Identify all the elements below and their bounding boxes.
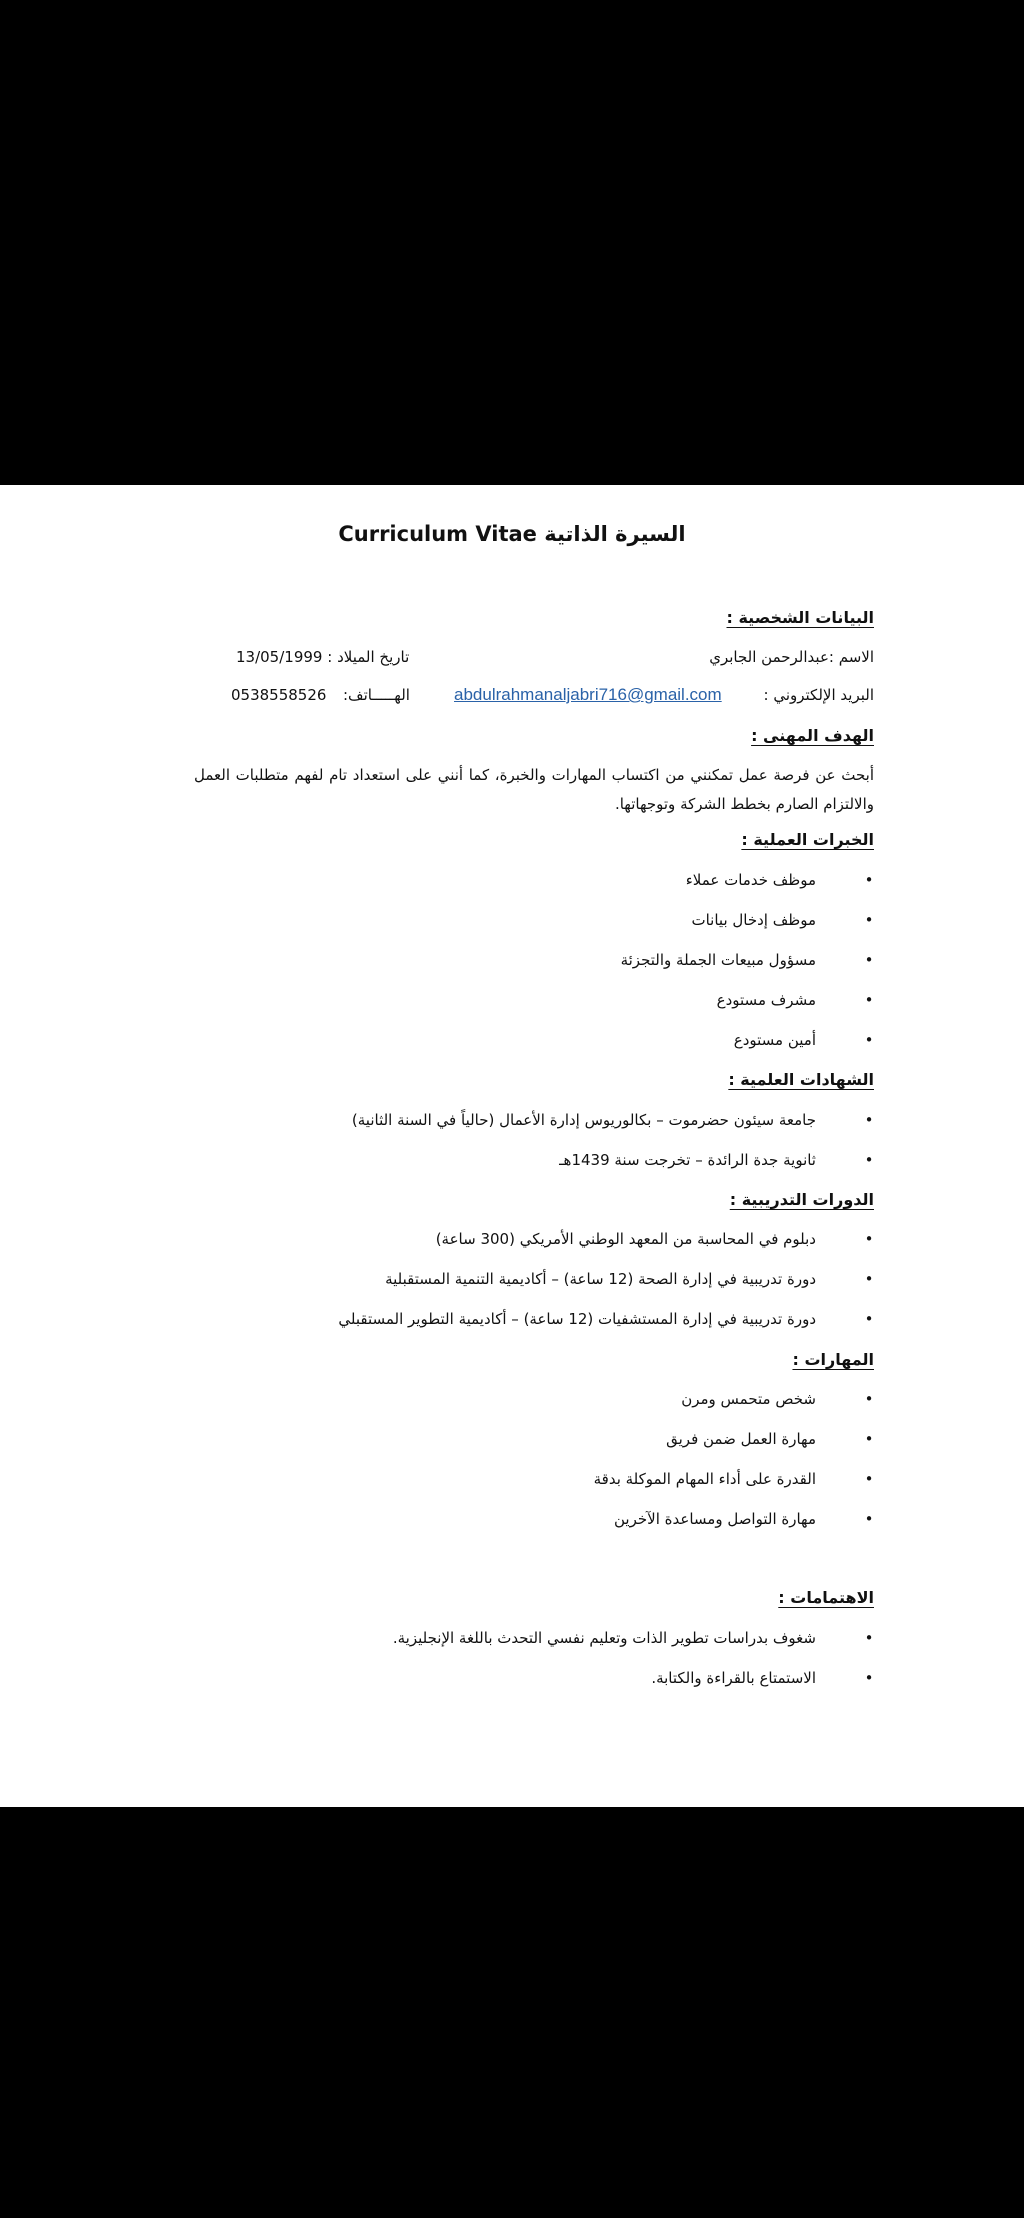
- bullet-icon: •: [864, 1111, 874, 1129]
- skill-item: [154, 1430, 874, 1452]
- course-item-text: دورة تدريبية في إدارة الصحة (12 ساعة) – أكاديمية التنمية المستقبلية: [385, 1270, 816, 1288]
- experience-item: [154, 871, 874, 893]
- birth-date-field: [236, 648, 409, 666]
- experience-item-text: موظف إدخال بيانات: [691, 911, 816, 929]
- education-heading: الشهادات العلمية :: [728, 1070, 874, 1089]
- skills-heading: المهارات :: [792, 1350, 874, 1369]
- personal-heading: البيانات الشخصية :: [726, 608, 874, 627]
- phone-value: 0538558526: [231, 686, 327, 704]
- bullet-icon: •: [864, 1230, 874, 1248]
- course-item-text: دورة تدريبية في إدارة المستشفيات (12 ساعة) – أكاديمية التطوير المستقبلي: [338, 1310, 816, 1328]
- interest-item: [154, 1669, 874, 1691]
- skill-item: [154, 1470, 874, 1492]
- skill-item: [154, 1390, 874, 1412]
- courses-heading: الدورات التدريبية :: [729, 1190, 874, 1209]
- interest-item-text: الاستمتاع بالقراءة والكتابة.: [651, 1669, 816, 1687]
- skill-item-text: القدرة على أداء المهام الموكلة بدقة: [593, 1470, 816, 1488]
- course-item-text: دبلوم في المحاسبة من المعهد الوطني الأمريكي (300 ساعة): [435, 1230, 816, 1248]
- experience-item-text: أمين مستودع: [733, 1031, 816, 1049]
- experience-item-text: مشرف مستودع: [716, 991, 816, 1009]
- skill-item: [154, 1510, 874, 1532]
- education-item-text: ثانوية جدة الرائدة – تخرجت سنة 1439هـ: [559, 1151, 816, 1169]
- education-item-text: جامعة سيئون حضرموت – بكالوريوس إدارة الأعمال (حالياً في السنة الثانية): [351, 1111, 816, 1129]
- objective-heading: الهدف المهنى :: [751, 726, 874, 745]
- experience-item-text: مسؤول مبيعات الجملة والتجزئة: [620, 951, 816, 969]
- cv-page: [0, 485, 1024, 1807]
- experience-item: [154, 1031, 874, 1053]
- document-title: السيرة الذاتية Curriculum Vitae: [338, 522, 686, 546]
- course-item: [154, 1270, 874, 1292]
- skill-item-text: مهارة العمل ضمن فريق: [666, 1430, 816, 1448]
- objective-text: أبحث عن فرصة عمل تمكنني من اكتساب المهارات والخبرة، كما أنني على استعداد تام لفهم متطلبات العمل والالتزام الصارم بخطط الشركة وتوجهاتها.: [194, 766, 874, 813]
- birth-date-label: تاريخ الميلاد :: [327, 648, 410, 666]
- email-link[interactable]: abdulrahmanaljabri716@gmail.com: [454, 685, 722, 704]
- bullet-icon: •: [864, 871, 874, 889]
- bullet-icon: •: [864, 1151, 874, 1169]
- experience-item-text: موظف خدمات عملاء: [685, 871, 816, 889]
- interests-heading: الاهتمامات :: [778, 1588, 874, 1607]
- bullet-icon: •: [864, 1629, 874, 1647]
- bullet-icon: •: [864, 1031, 874, 1049]
- education-item: [154, 1151, 874, 1173]
- experience-item: [154, 991, 874, 1013]
- interest-item: [154, 1629, 874, 1651]
- phone-label: الهـــــاتف:: [343, 686, 410, 704]
- bullet-icon: •: [864, 1510, 874, 1528]
- bullet-icon: •: [864, 1270, 874, 1288]
- education-item: [154, 1111, 874, 1133]
- bullet-icon: •: [864, 1310, 874, 1328]
- course-item: [154, 1230, 874, 1252]
- bullet-icon: •: [864, 951, 874, 969]
- skill-item-text: مهارة التواصل ومساعدة الآخرين: [614, 1510, 816, 1528]
- bullet-icon: •: [864, 1430, 874, 1448]
- bullet-icon: •: [864, 1470, 874, 1488]
- bullet-icon: •: [864, 1669, 874, 1687]
- experience-item: [154, 951, 874, 973]
- bullet-icon: •: [864, 991, 874, 1009]
- skill-item-text: شخص متحمس ومرن: [681, 1390, 816, 1408]
- name-field: الاسم :عبدالرحمن الجابري: [709, 648, 874, 666]
- experience-heading: الخبرات العملية :: [741, 830, 874, 849]
- interest-item-text: شغوف بدراسات تطوير الذات وتعليم نفسي التحدث باللغة الإنجليزية.: [392, 1629, 816, 1647]
- birth-date-value: 13/05/1999: [236, 648, 323, 666]
- email-label: البريد الإلكتروني :: [763, 686, 874, 704]
- bullet-icon: •: [864, 911, 874, 929]
- experience-item: [154, 911, 874, 933]
- course-item: [154, 1310, 874, 1332]
- bullet-icon: •: [864, 1390, 874, 1408]
